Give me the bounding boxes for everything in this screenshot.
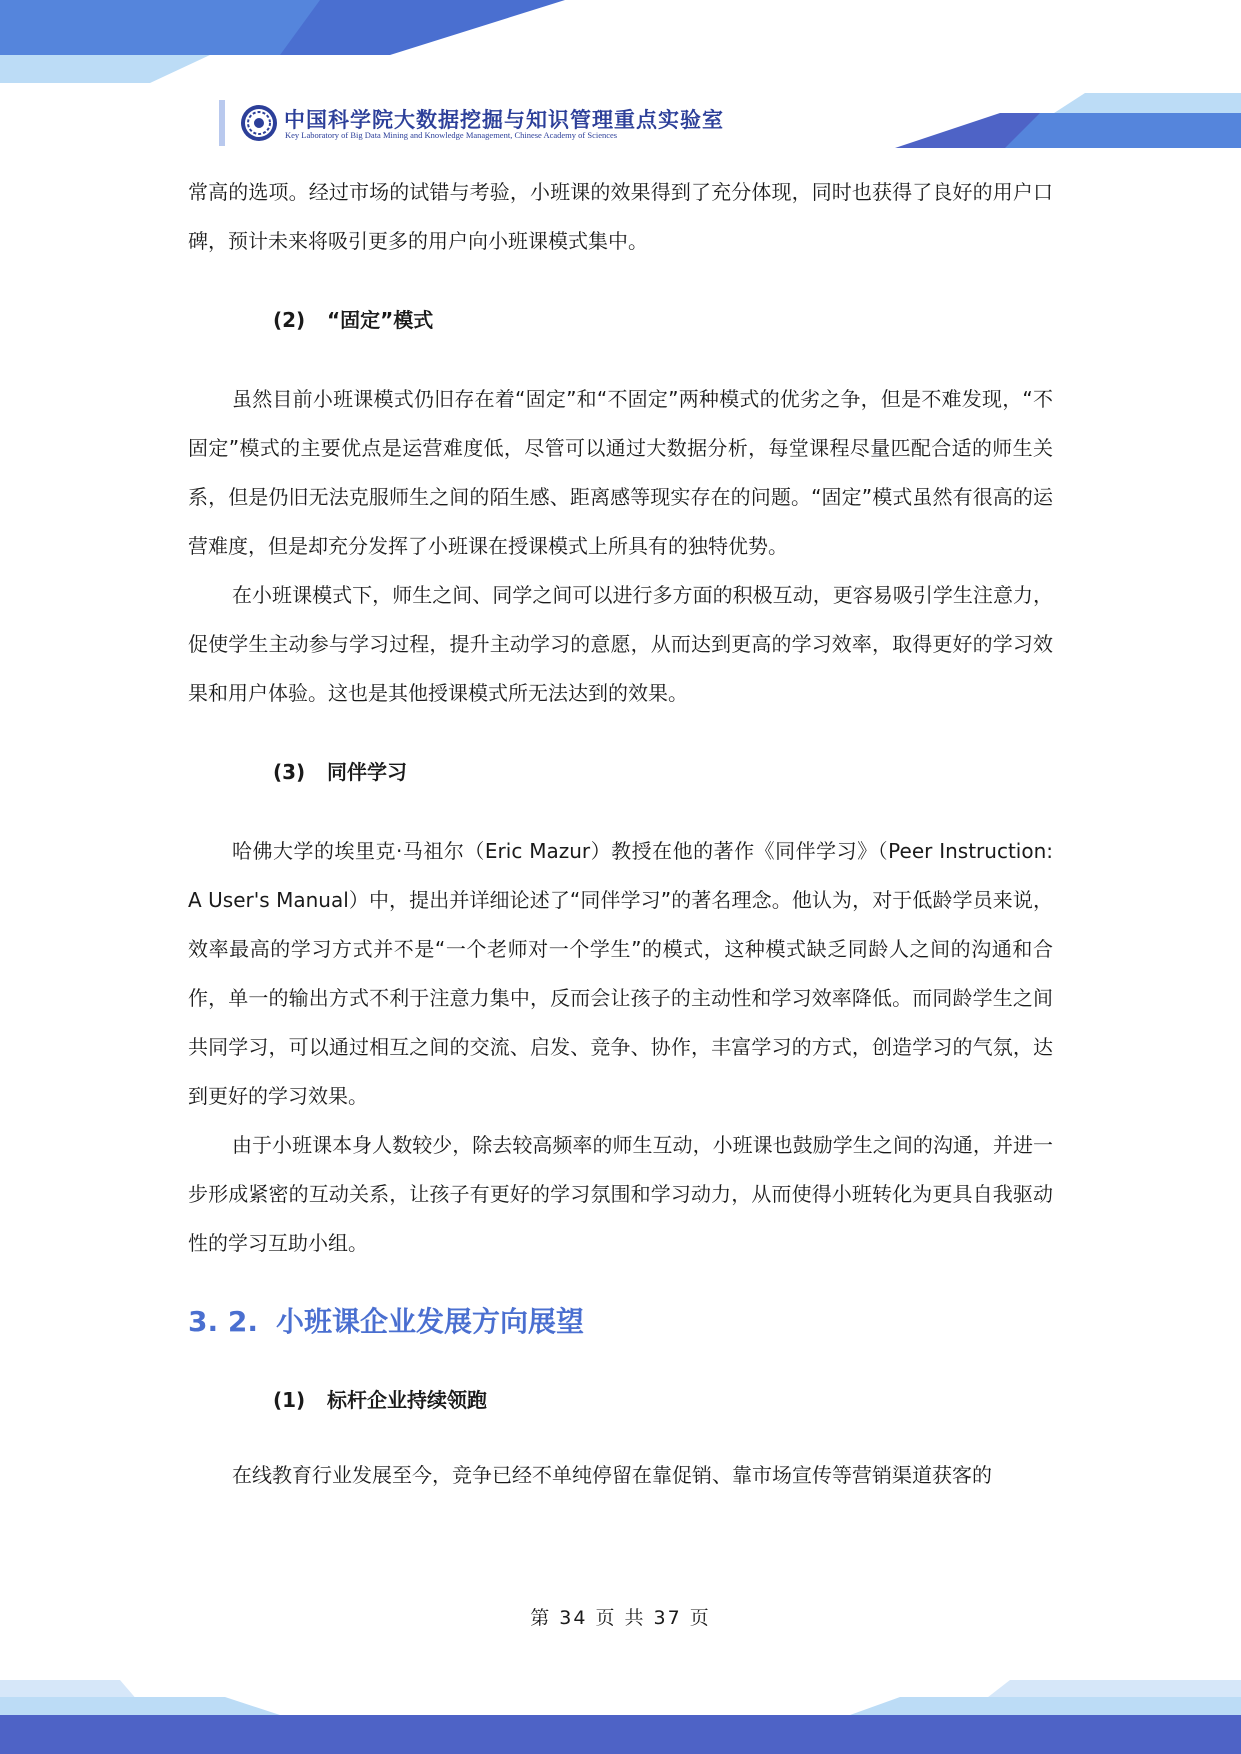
- paragraph-6: 在线教育行业发展至今，竞争已经不单纯停留在靠促销、靠市场宣传等营销渠道获客的: [232, 1463, 992, 1487]
- subheading-peer-learning: [188, 748, 1053, 797]
- top-decoration: [0, 0, 1241, 160]
- header-accent-bar: [219, 100, 225, 146]
- document-body: [188, 168, 1053, 1500]
- paragraph-2: 虽然目前小班课模式仍旧存在着“固定”和“不固定”两种模式的优劣之争，但是不难发现，“不固定”模式的主要优点是运营难度低，尽管可以通过大数据分析，每堂课程尽量匹配合适的师生关系，但是仍旧无法克服师生之间的陌生感、距离感等现实存在的问题。“固定”模式虽然有很高的运营难度，但是却充分发挥了小班课在授课模式上所具有的独特优势。: [188, 387, 1053, 558]
- section-heading: [188, 1292, 1053, 1352]
- paragraph-5: 由于小班课本身人数较少，除去较高频率的师生互动，小班课也鼓励学生之间的沟通，并进一步形成紧密的互动关系，让孩子有更好的学习氛围和学习动力，从而使得小班转化为更具自我驱动性的学习互助小组。: [188, 1133, 1053, 1255]
- subheading-title: “固定”模式: [327, 308, 434, 332]
- paragraph-3: 在小班课模式下，师生之间、同学之间可以进行多方面的积极互动，更容易吸引学生注意力，促使学生主动参与学习过程，提升主动学习的意愿，从而达到更高的学习效率，取得更好的学习效果和用户体验。这也是其他授课模式所无法达到的效果。: [188, 583, 1053, 705]
- bottom-decoration: [0, 1675, 1241, 1754]
- subheading-title: 标杆企业持续领跑: [327, 1388, 487, 1412]
- subheading-benchmark: [188, 1376, 1053, 1425]
- page-number: 第 34 页 共 37 页: [530, 1607, 711, 1629]
- subheading-number: (2): [273, 308, 306, 332]
- section-title: 小班课企业发展方向展望: [276, 1305, 585, 1338]
- section-number: 3. 2.: [188, 1305, 258, 1338]
- paragraph-1: 常高的选项。经过市场的试错与考验，小班课的效果得到了充分体现，同时也获得了良好的用户口碑，预计未来将吸引更多的用户向小班课模式集中。: [188, 180, 1053, 253]
- subheading-number: (3): [273, 760, 306, 784]
- lab-name-en: Key Laboratory of Big Data Mining and Knowledge Management, Chinese Academy of Sciences: [285, 130, 618, 140]
- subheading-number: (1): [273, 1388, 306, 1412]
- cas-emblem-icon: [240, 104, 278, 142]
- subheading-title: 同伴学习: [327, 760, 407, 784]
- lab-name-cn: 中国科学院大数据挖掘与知识管理重点实验室: [284, 107, 724, 132]
- paragraph-4: 哈佛大学的埃里克·马祖尔（Eric Mazur）教授在他的著作《同伴学习》（Peer Instruction: A User's Manual）中，提出并详细论述了“同伴学习”的著名理念。他认为，对于低龄学员来说，效率最高的学习方式并不是“一个老师对一个学生”的模式，这种模式缺乏同龄人之间的沟通和合作，单一的输出方式不利于注意力集中，反而会让孩子的主动性和学习效率降低。而同龄学生之间共同学习，可以通过相互之间的交流、启发、竞争、协作，丰富学习的方式，创造学习的气氛，达到更好的学习效果。: [188, 839, 1053, 1108]
- subheading-fixed-mode: [188, 296, 1053, 345]
